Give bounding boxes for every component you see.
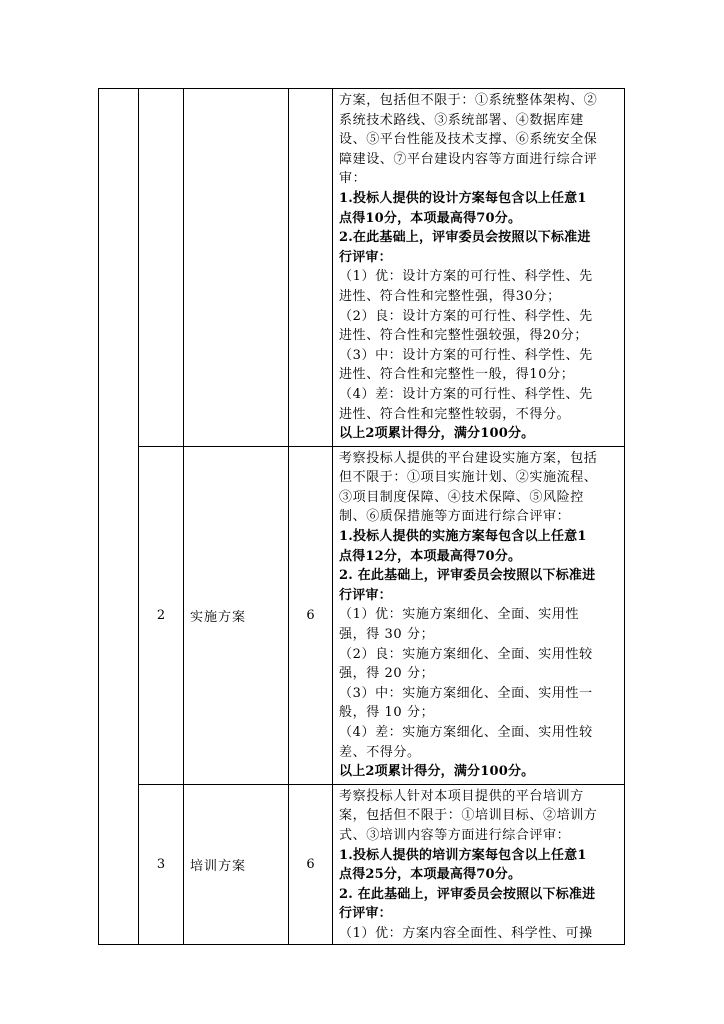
criteria-line: 般，得 10 分； [339,705,435,721]
criteria-line: 考察投标人针对本项目提供的平台培训方 [339,788,584,804]
criteria-line: （1）优：实施方案细化、全面、实用性 [339,607,580,623]
criteria-line: 以上2项累计得分，满分100分。 [339,764,535,780]
criteria-line: （1）优：方案内容全面性、科学性、可操 [339,925,593,941]
criteria-line: 1.投标人提供的实施方案每包含以上任意1 [339,529,587,545]
row-score [289,89,333,447]
criteria-line: 1.投标人提供的设计方案每包含以上任意1 [339,190,587,206]
criteria-line: 点得12分，本项最高得70分。 [339,548,522,564]
table-row [99,784,625,944]
row-criteria [333,89,625,447]
criteria-line: 系统技术路线、③系统部署、④数据库建 [339,112,584,128]
row-number: 3 [139,784,184,944]
criteria-line: 强，得 30 分； [339,627,435,643]
criteria-line: 障建设、⑦平台建设内容等方面进行综合评 [339,151,598,167]
row-score: 6 [289,446,333,784]
criteria-line: （3）中：实施方案细化、全面、实用性一 [339,685,593,701]
criteria-line: 2. 在此基础上，评审委员会按照以下标准进 [339,568,596,584]
criteria-line: 制、⑥质保措施等方面进行综合评审： [339,509,571,525]
criteria-line: 1.投标人提供的培训方案每包含以上任意1 [339,847,587,863]
row-number: 2 [139,446,184,784]
row-number [139,89,184,447]
criteria-line: 以上2项累计得分，满分100分。 [339,426,535,442]
category-cell [99,89,139,945]
criteria-line: 2. 在此基础上，评审委员会按照以下标准进 [339,886,596,902]
criteria-line: 进性、符合性和完整性一般，得10分； [339,367,575,383]
criteria-line: （1）优：设计方案的可行性、科学性、先 [339,269,593,285]
criteria-line: 设、⑤平台性能及技术支撑、⑥系统安全保 [339,132,598,148]
criteria-line: 方案，包括但不限于：①系统整体架构、② [339,93,598,108]
criteria-line: 强，得 20 分； [339,666,435,682]
criteria-line: 行评审： [339,249,392,265]
criteria-line: （4）差：实施方案细化、全面、实用性较 [339,725,593,740]
criteria-line: 考察投标人提供的平台建设实施方案，包括 [339,450,598,466]
criteria-line: 差、不得分。 [339,744,421,760]
row-criteria [333,784,625,944]
table-row [99,446,625,784]
criteria-line: 点得25分，本项最高得70分。 [339,867,522,883]
row-item-name: 实施方案 [184,446,289,784]
criteria-line: 进性、符合性和完整性强，得30分； [339,288,561,304]
criteria-line: 2.在此基础上，评审委员会按照以下标准进 [339,230,591,246]
criteria-line: 点得10分，本项最高得70分。 [339,210,522,226]
scoring-table [98,88,625,945]
criteria-line: （2）良：实施方案细化、全面、实用性较 [339,646,593,662]
row-item-name [184,89,289,447]
criteria-line: （3）中：设计方案的可行性、科学性、先 [339,347,593,363]
criteria-line: ③项目制度保障、④技术保障、⑤风险控 [339,489,584,505]
criteria-line: （2）良：设计方案的可行性、科学性、先 [339,308,593,324]
criteria-line: 审： [339,171,367,187]
row-criteria [333,446,625,784]
criteria-line: 进性、符合性和完整性较弱，不得分。 [339,406,571,422]
criteria-line: 行评审： [339,906,392,922]
criteria-line: 行评审： [339,587,392,603]
table-row [99,89,625,447]
criteria-line: 案，包括但不限于：①培训目标、②培训方 [339,808,598,824]
row-item-name: 培训方案 [184,784,289,944]
criteria-line: 进性、符合性和完整性强较强，得20分； [339,328,588,344]
criteria-line: （4）差：设计方案的可行性、科学性、先 [339,386,593,402]
criteria-line: 式、③培训内容等方面进行综合评审： [339,827,571,843]
row-score: 6 [289,784,333,944]
criteria-line: 但不限于：①项目实施计划、②实施流程、 [339,470,598,486]
